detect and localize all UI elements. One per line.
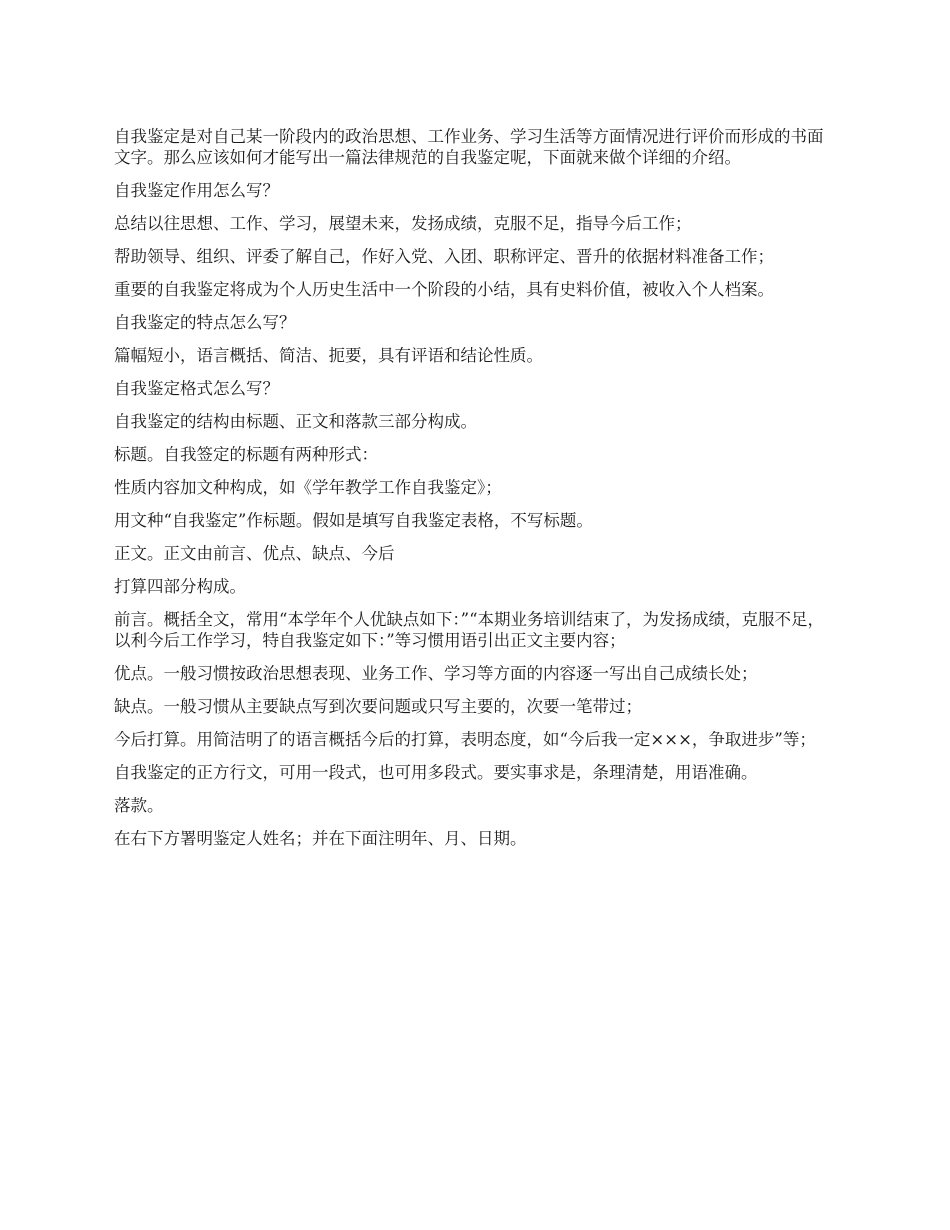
- paragraph-body-parts: 正文。正文由前言、优点、缺点、今后: [114, 544, 395, 563]
- paragraph-body-parts-cont: 打算四部分构成。: [114, 577, 246, 596]
- paragraph-strengths: 优点。一般习惯按政治思想表现、业务工作、学习等方面的内容逐一写出自己成绩长处；: [114, 664, 758, 683]
- paragraph-title-forms: 标题。自我签定的标题有两种形式：: [114, 445, 378, 464]
- heading-purpose: 自我鉴定作用怎么写？: [114, 181, 279, 200]
- paragraph-purpose-3: 重要的自我鉴定将成为个人历史生活中一个阶段的小结，具有史料价值，被收入个人档案。: [114, 280, 774, 299]
- heading-features: 自我鉴定的特点怎么写？: [114, 313, 296, 332]
- paragraph-writing-style: 自我鉴定的正方行文，可用一段式，也可用多段式。要实事求是，条理清楚，用语准确。: [114, 763, 758, 782]
- paragraph-preface: 前言。概括全文，常用“本学年个人优缺点如下：”“本期业务培训结束了，为发扬成绩，克服不足，以利今后工作学习，特自我鉴定如下：”等习惯用语引出正文主要内容；: [114, 610, 825, 650]
- paragraph-weaknesses: 缺点。一般习惯从主要缺点写到次要问题或只写主要的，次要一笔带过；: [114, 697, 642, 716]
- document-body: [114, 126, 839, 861]
- paragraph-purpose-1: 总结以往思想、工作、学习，展望未来，发扬成绩，克服不足，指导今后工作；: [114, 214, 692, 233]
- paragraph-signature-heading: 落款。: [114, 796, 164, 815]
- paragraph-intro: 自我鉴定是对自己某一阶段内的政治思想、工作业务、学习生活等方面情况进行评价而形成的书面文字。那么应该如何才能写出一篇法律规范的自我鉴定呢，下面就来做个详细的介绍。: [114, 127, 824, 167]
- paragraph-purpose-2: 帮助领导、组织、评委了解自己，作好入党、入团、职称评定、晋升的依据材料准备工作；: [114, 247, 774, 266]
- paragraph-title-form-2: 用文种“自我鉴定”作标题。假如是填写自我鉴定表格，不写标题。: [114, 511, 593, 530]
- heading-format: 自我鉴定格式怎么写？: [114, 379, 279, 398]
- paragraph-plans: 今后打算。用简洁明了的语言概括今后的打算，表明态度，如“今后我一定×××，争取进步”等；: [114, 730, 816, 749]
- paragraph-features: 篇幅短小，语言概括、简洁、扼要，具有评语和结论性质。: [114, 346, 543, 365]
- paragraph-title-form-1: 性质内容加文种构成，如《学年教学工作自我鉴定》；: [114, 478, 502, 497]
- paragraph-structure: 自我鉴定的结构由标题、正文和落款三部分构成。: [114, 412, 477, 431]
- paragraph-signature: 在右下方署明鉴定人姓名；并在下面注明年、月、日期。: [114, 829, 527, 848]
